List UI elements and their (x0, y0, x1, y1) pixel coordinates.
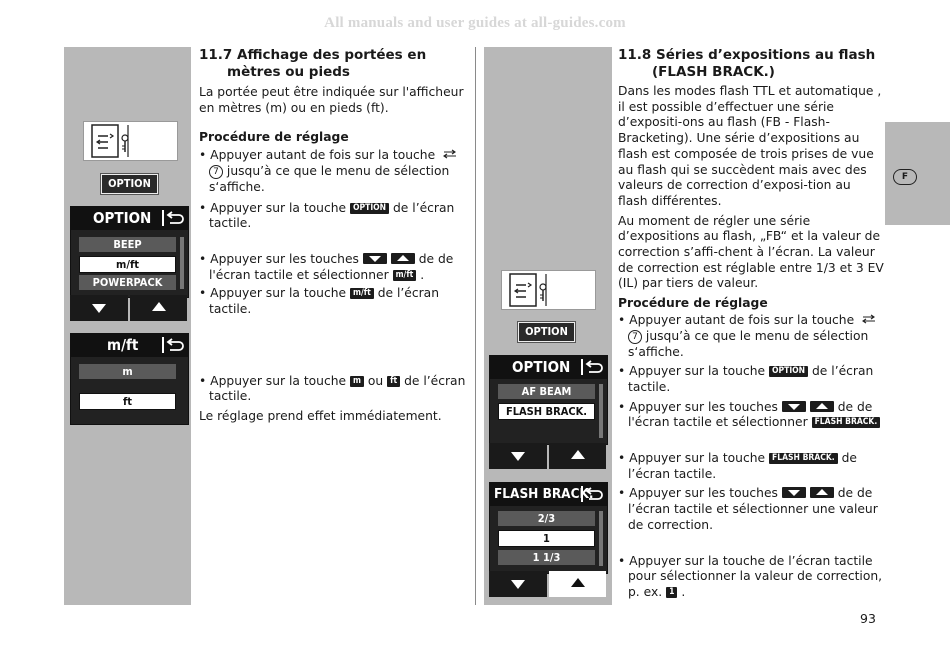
screen-mft-menu (70, 333, 189, 425)
step-3: • Appuyer sur les touches de de l'écran tactile et sélectionner FLASH BRACK. (618, 400, 884, 431)
key-number: 7 (209, 165, 223, 179)
screen-title: OPTION (93, 209, 152, 227)
step-4: • Appuyer sur la touche m/ft de l’écran tactile. (199, 286, 440, 317)
option-button[interactable]: OPTION (101, 174, 158, 194)
m-chip: m (350, 376, 364, 387)
key-number: 7 (628, 330, 642, 344)
mode-switch-icon (443, 149, 457, 159)
step-2: • Appuyer sur la touche OPTION de l’écran tactile. (618, 364, 874, 394)
step-3: • Appuyer sur les touches de de l'écran tactile et sélectionner m/ft . (199, 251, 454, 282)
down-arrow-chip (782, 487, 806, 498)
option-chip: OPTION (350, 203, 389, 214)
language-badge: F (893, 169, 917, 185)
down-arrow-chip (363, 253, 387, 264)
step-5: • Appuyer sur la touche m ou ft de l’écran tactile. (199, 373, 466, 404)
menu-item-1-1-3[interactable]: 1 1/3 (498, 550, 595, 565)
step-6: • Appuyer sur la touche de l’écran tactile pour sélectionner la valeur de correction, p. ex. 1 . (618, 553, 883, 599)
down-button[interactable] (489, 443, 547, 469)
menu-item-powerpack[interactable]: POWERPACK (79, 275, 176, 290)
paragraph-1: Dans les modes flash TTL et automatique , il est possible d’effectuer une série d’expositi-ons au flash (FB - Flash-Bracketing). Une série d’expositions au flash est composée de trois prises de vue au flash qui se succèdent mais avec des valeurs de correction d’exposi-tion au flash différentes. (618, 84, 882, 208)
mft-chip: m/ft (350, 288, 374, 299)
scrollbar[interactable] (599, 384, 603, 438)
flash-brack-chip: FLASH BRACK. (769, 453, 838, 464)
procedure-title: Procédure de réglage (618, 296, 768, 311)
menu-item-ft[interactable]: ft (79, 393, 176, 410)
step-4: • Appuyer sur la touche FLASH BRACK. de l’écran tactile. (618, 451, 857, 481)
step-1: • Appuyer autant de fois sur la touche 7 jusqu’à ce que le menu de sélection s‘affiche. (199, 148, 467, 195)
menu-item-beep[interactable]: BEEP (79, 237, 176, 252)
intro-paragraph: La portée peut être indiquée sur l'afficheur en mètres (m) ou en pieds (ft). (199, 85, 464, 115)
flash-unit-left (83, 121, 178, 161)
value-1-chip: 1 (666, 587, 677, 598)
menu-item-af-beam[interactable]: AF BEAM (498, 384, 595, 399)
screen-flash-brack-menu (489, 482, 608, 574)
right-text-column (618, 47, 884, 601)
ft-chip: ft (387, 376, 400, 387)
up-arrow-chip (810, 401, 834, 412)
step-1: • Appuyer autant de fois sur la touche 7 jusqu’à ce que le menu de sélection s‘affiche. (618, 313, 884, 360)
menu-item-m[interactable]: m (79, 364, 176, 379)
watermark: All manuals and user guides at all-guides.com (324, 15, 626, 31)
flash-brack-chip: FLASH BRACK. (812, 417, 881, 428)
back-icon[interactable] (161, 209, 185, 227)
option-chip: OPTION (769, 366, 808, 377)
up-button[interactable] (549, 443, 606, 469)
menu-item-1[interactable]: 1 (498, 530, 595, 547)
menu-item-2-3[interactable]: 2/3 (498, 511, 595, 526)
back-icon[interactable] (580, 485, 604, 503)
flash-unit-icon (502, 271, 595, 309)
flash-unit-right (501, 270, 596, 310)
scrollbar[interactable] (599, 511, 603, 566)
paragraph-2: Au moment de régler une série d’expositions au flash, „FB“ et la valeur de correction s’affi-chent à l’écran. La valeur de correction est réglable entre 1/3 et 3 EV (IL) par tiers de valeur. (618, 213, 884, 291)
step-5: • Appuyer sur les touches de de l’écran tactile et sélectionner une valeur de correction. (618, 486, 878, 532)
screen-option-menu (70, 206, 189, 298)
screen-title: m/ft (107, 336, 139, 354)
left-text-column (199, 47, 467, 425)
up-arrow-chip (810, 487, 834, 498)
back-icon[interactable] (161, 336, 185, 354)
mft-chip: m/ft (393, 270, 417, 281)
screen-title: FLASH BRACK. (494, 486, 594, 502)
menu-item-flash-brack[interactable]: FLASH BRACK. (498, 403, 595, 420)
screen-title: OPTION (512, 358, 571, 376)
screen-option-menu (489, 355, 608, 445)
back-icon[interactable] (580, 358, 604, 376)
page-number: 93 (860, 611, 876, 626)
step-2: • Appuyer sur la touche OPTION de l’écran tactile. (199, 200, 455, 231)
mode-switch-icon (862, 314, 876, 324)
procedure-title: Procédure de réglage (199, 130, 349, 145)
outro-paragraph: Le réglage prend effet immédiatement. (199, 409, 442, 424)
up-button[interactable] (130, 295, 187, 321)
column-divider (475, 47, 476, 605)
down-arrow-chip (782, 401, 806, 412)
flash-unit-icon (84, 122, 177, 160)
up-button[interactable] (549, 571, 606, 597)
down-button[interactable] (70, 295, 128, 321)
option-button[interactable]: OPTION (518, 322, 575, 342)
scrollbar[interactable] (180, 237, 184, 289)
section-heading-11-7: 11.7 Affichage des portées en mètres ou pieds (199, 47, 427, 80)
up-arrow-chip (391, 253, 415, 264)
down-button[interactable] (489, 571, 547, 597)
section-heading-11-8: 11.8 Séries d’expositions au flash (FLASH BRACK.) (618, 47, 876, 80)
menu-item-mft[interactable]: m/ft (79, 256, 176, 273)
